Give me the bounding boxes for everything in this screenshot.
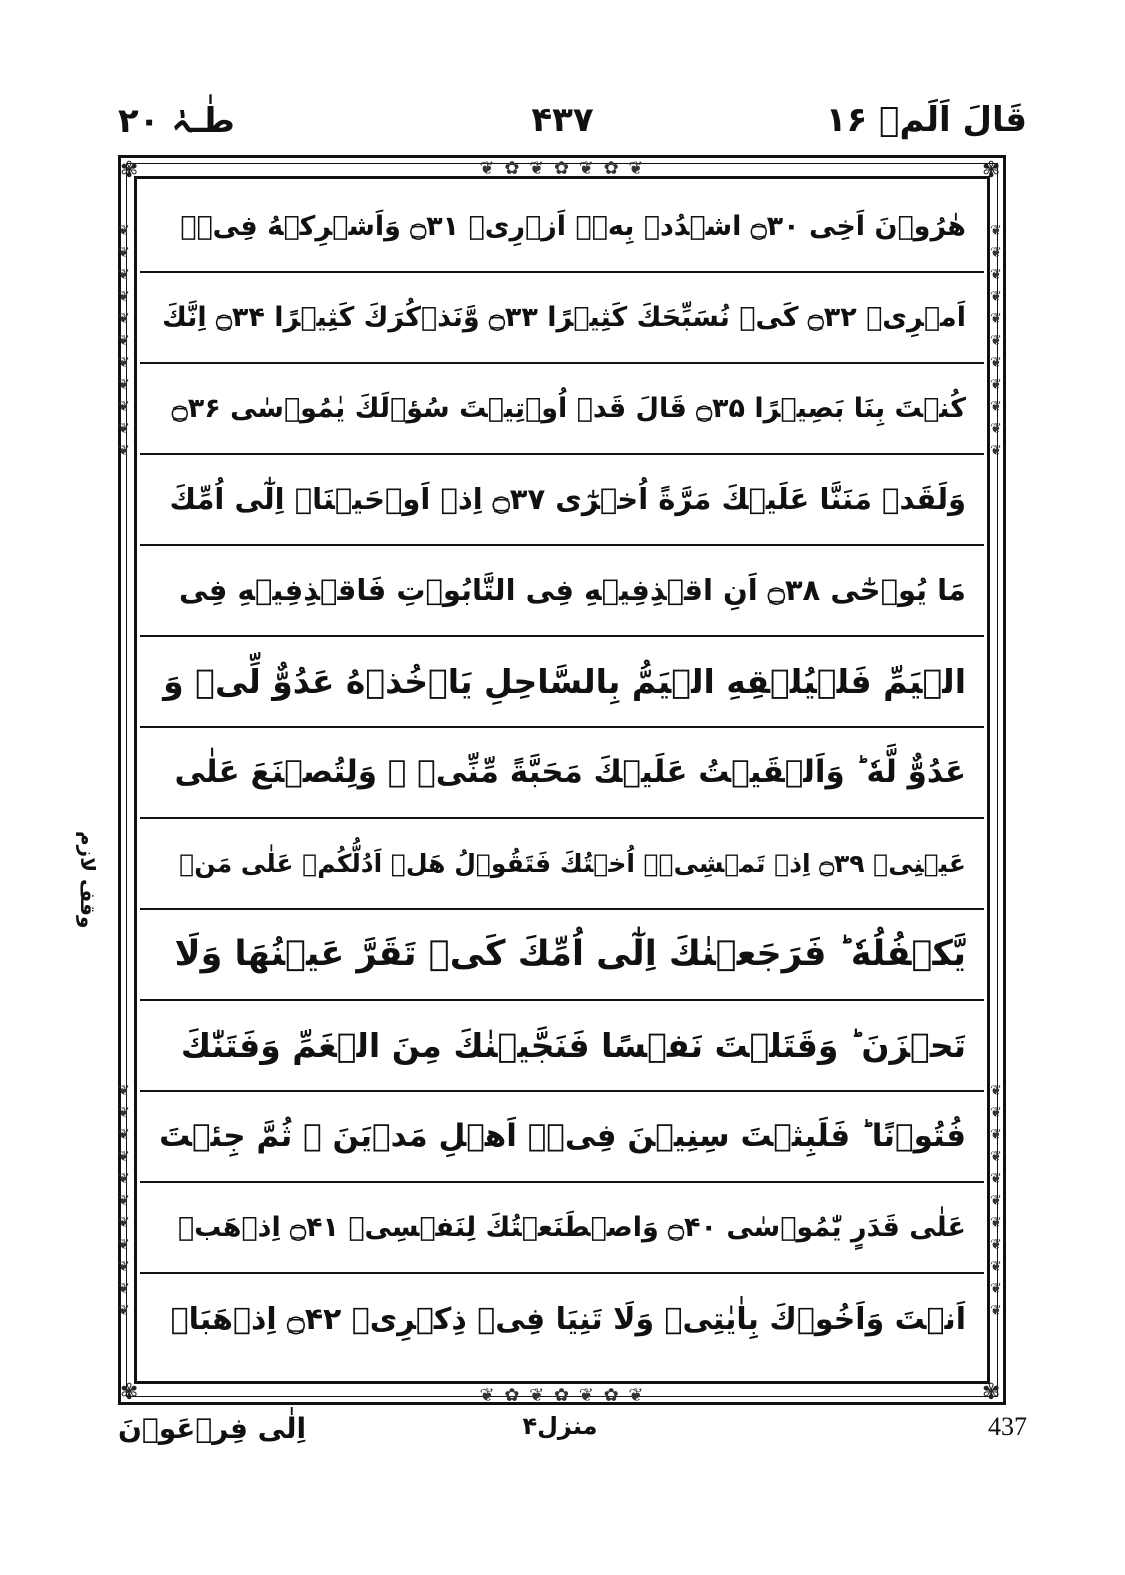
- text-line: هٰرُوۡنَ اَخِى ۝۳۰ اشۡدُدۡ بِهٖۤ اَزۡرِىۡ ۝۳۱ وَاَشۡرِكۡهُ فِىۡۤ: [140, 182, 984, 273]
- side-ornament-icon: ❦ ❦ ❦ ❦ ❦ ❦ ❦ ❦ ❦ ❦ ❦: [990, 223, 1004, 459]
- manzil-label: منزل۴: [522, 1412, 598, 1440]
- margin-note: وقف لازم: [76, 831, 100, 929]
- text-line: تَحۡزَنَ ؕ وَقَتَلۡتَ نَفۡسًا فَنَجَّيۡنٰكَ مِنَ الۡغَمِّ وَفَتَنّٰكَ: [140, 1001, 984, 1092]
- text-line: عَلٰى قَدَرٍ يّٰمُوۡسٰى ۝۴۰ وَاصۡطَنَعۡتُكَ لِنَفۡسِىۡ ۝۴۱ اِذۡهَبۡ: [140, 1183, 984, 1274]
- text-line: فُتُوۡنًا ؕ فَلَبِثۡتَ سِنِيۡنَ فِىۡۤ اَهۡلِ مَدۡيَنَ ۙ ثُمَّ جِئۡتَ: [140, 1092, 984, 1183]
- text-line: كُنۡتَ بِنَا بَصِيۡرًا ۝۳۵ قَالَ قَدۡ اُوۡتِيۡتَ سُؤۡلَكَ يٰمُوۡسٰى ۝۳۶: [140, 364, 984, 455]
- text-line: اَنۡتَ وَاَخُوۡكَ بِاٰيٰتِىۡ وَلَا تَنِيَا فِىۡ ذِكۡرِىۡ ۝۴۲ اِذۡهَبَاۤ: [170, 1301, 966, 1337]
- side-ornament-icon: ❦ ❦ ❦ ❦ ❦ ❦ ❦ ❦ ❦ ❦ ❦: [118, 1083, 132, 1319]
- corner-ornament-icon: ✾: [982, 1380, 1001, 1405]
- text-line: الۡيَمِّ فَلۡيُلۡقِهِ الۡيَمُّ بِالسَّاحِلِ يَاۡخُذۡهُ عَدُوٌّ لِّىۡ وَ: [140, 637, 984, 728]
- arabic-page-number: ۴۳۷: [531, 100, 594, 140]
- corner-ornament-icon: ✾: [120, 158, 139, 183]
- text-line: يَّكۡفُلُهٗ ؕ فَرَجَعۡنٰكَ اِلٰٓى اُمِّكَ كَىۡ تَقَرَّ عَيۡنُهَا وَلَا: [140, 910, 984, 1001]
- corner-ornament-icon: ✾: [982, 158, 1001, 183]
- juz-name-header: قَالَ اَلَمۡ ۱۶: [825, 100, 1027, 140]
- text-line: عَدُوٌّ لَّهٗ ؕ وَاَلۡقَيۡتُ عَلَيۡكَ مَحَبَّةً مِّنِّىۡ ۚ وَلِتُصۡنَعَ عَلٰى: [140, 728, 984, 819]
- text-line: وَلَقَدۡ مَنَنَّا عَلَيۡكَ مَرَّةً اُخۡرٰٓى ۝۳۷ اِذۡ اَوۡحَيۡنَاۤ اِلٰٓى اُمِّكَ: [140, 455, 984, 546]
- bottom-ornament: ❦ ✿ ❦ ✿ ❦ ✿ ❦: [479, 1385, 646, 1406]
- surah-name-header: طٰـہٰ ۲۰: [118, 101, 235, 141]
- top-ornament: ❦ ✿ ❦ ✿ ❦ ✿ ❦: [479, 158, 646, 179]
- side-ornament-icon: ❦ ❦ ❦ ❦ ❦ ❦ ❦ ❦ ❦ ❦ ❦: [990, 1083, 1004, 1319]
- text-line: مَا يُوۡحٰٓى ۝۳۸ اَنِ اقۡذِفِيۡهِ فِى التَّابُوۡتِ فَاقۡذِفِيۡهِ فِى: [140, 546, 984, 637]
- text-line: اَمۡرِىۡ ۝۳۲ كَىۡ نُسَبِّحَكَ كَثِيۡرًا ۝۳۳ وَّنَذۡكُرَكَ كَثِيۡرًا ۝۳۴ اِنَّكَ: [140, 273, 984, 364]
- side-ornament-icon: ❦ ❦ ❦ ❦ ❦ ❦ ❦ ❦ ❦ ❦ ❦: [118, 223, 132, 459]
- page-number: 437: [988, 1412, 1027, 1441]
- text-line: عَيۡنِىۡ ۝۳۹ اِذۡ تَمۡشِىۡۤ اُخۡتُكَ فَتَقُوۡلُ هَلۡ اَدُلُّكُمۡ عَلٰى مَنۡ: [140, 819, 984, 910]
- catchword: اِلٰى فِرۡعَوۡنَ: [118, 1412, 307, 1445]
- corner-ornament-icon: ✾: [120, 1380, 139, 1405]
- quran-text-block: [140, 182, 984, 1365]
